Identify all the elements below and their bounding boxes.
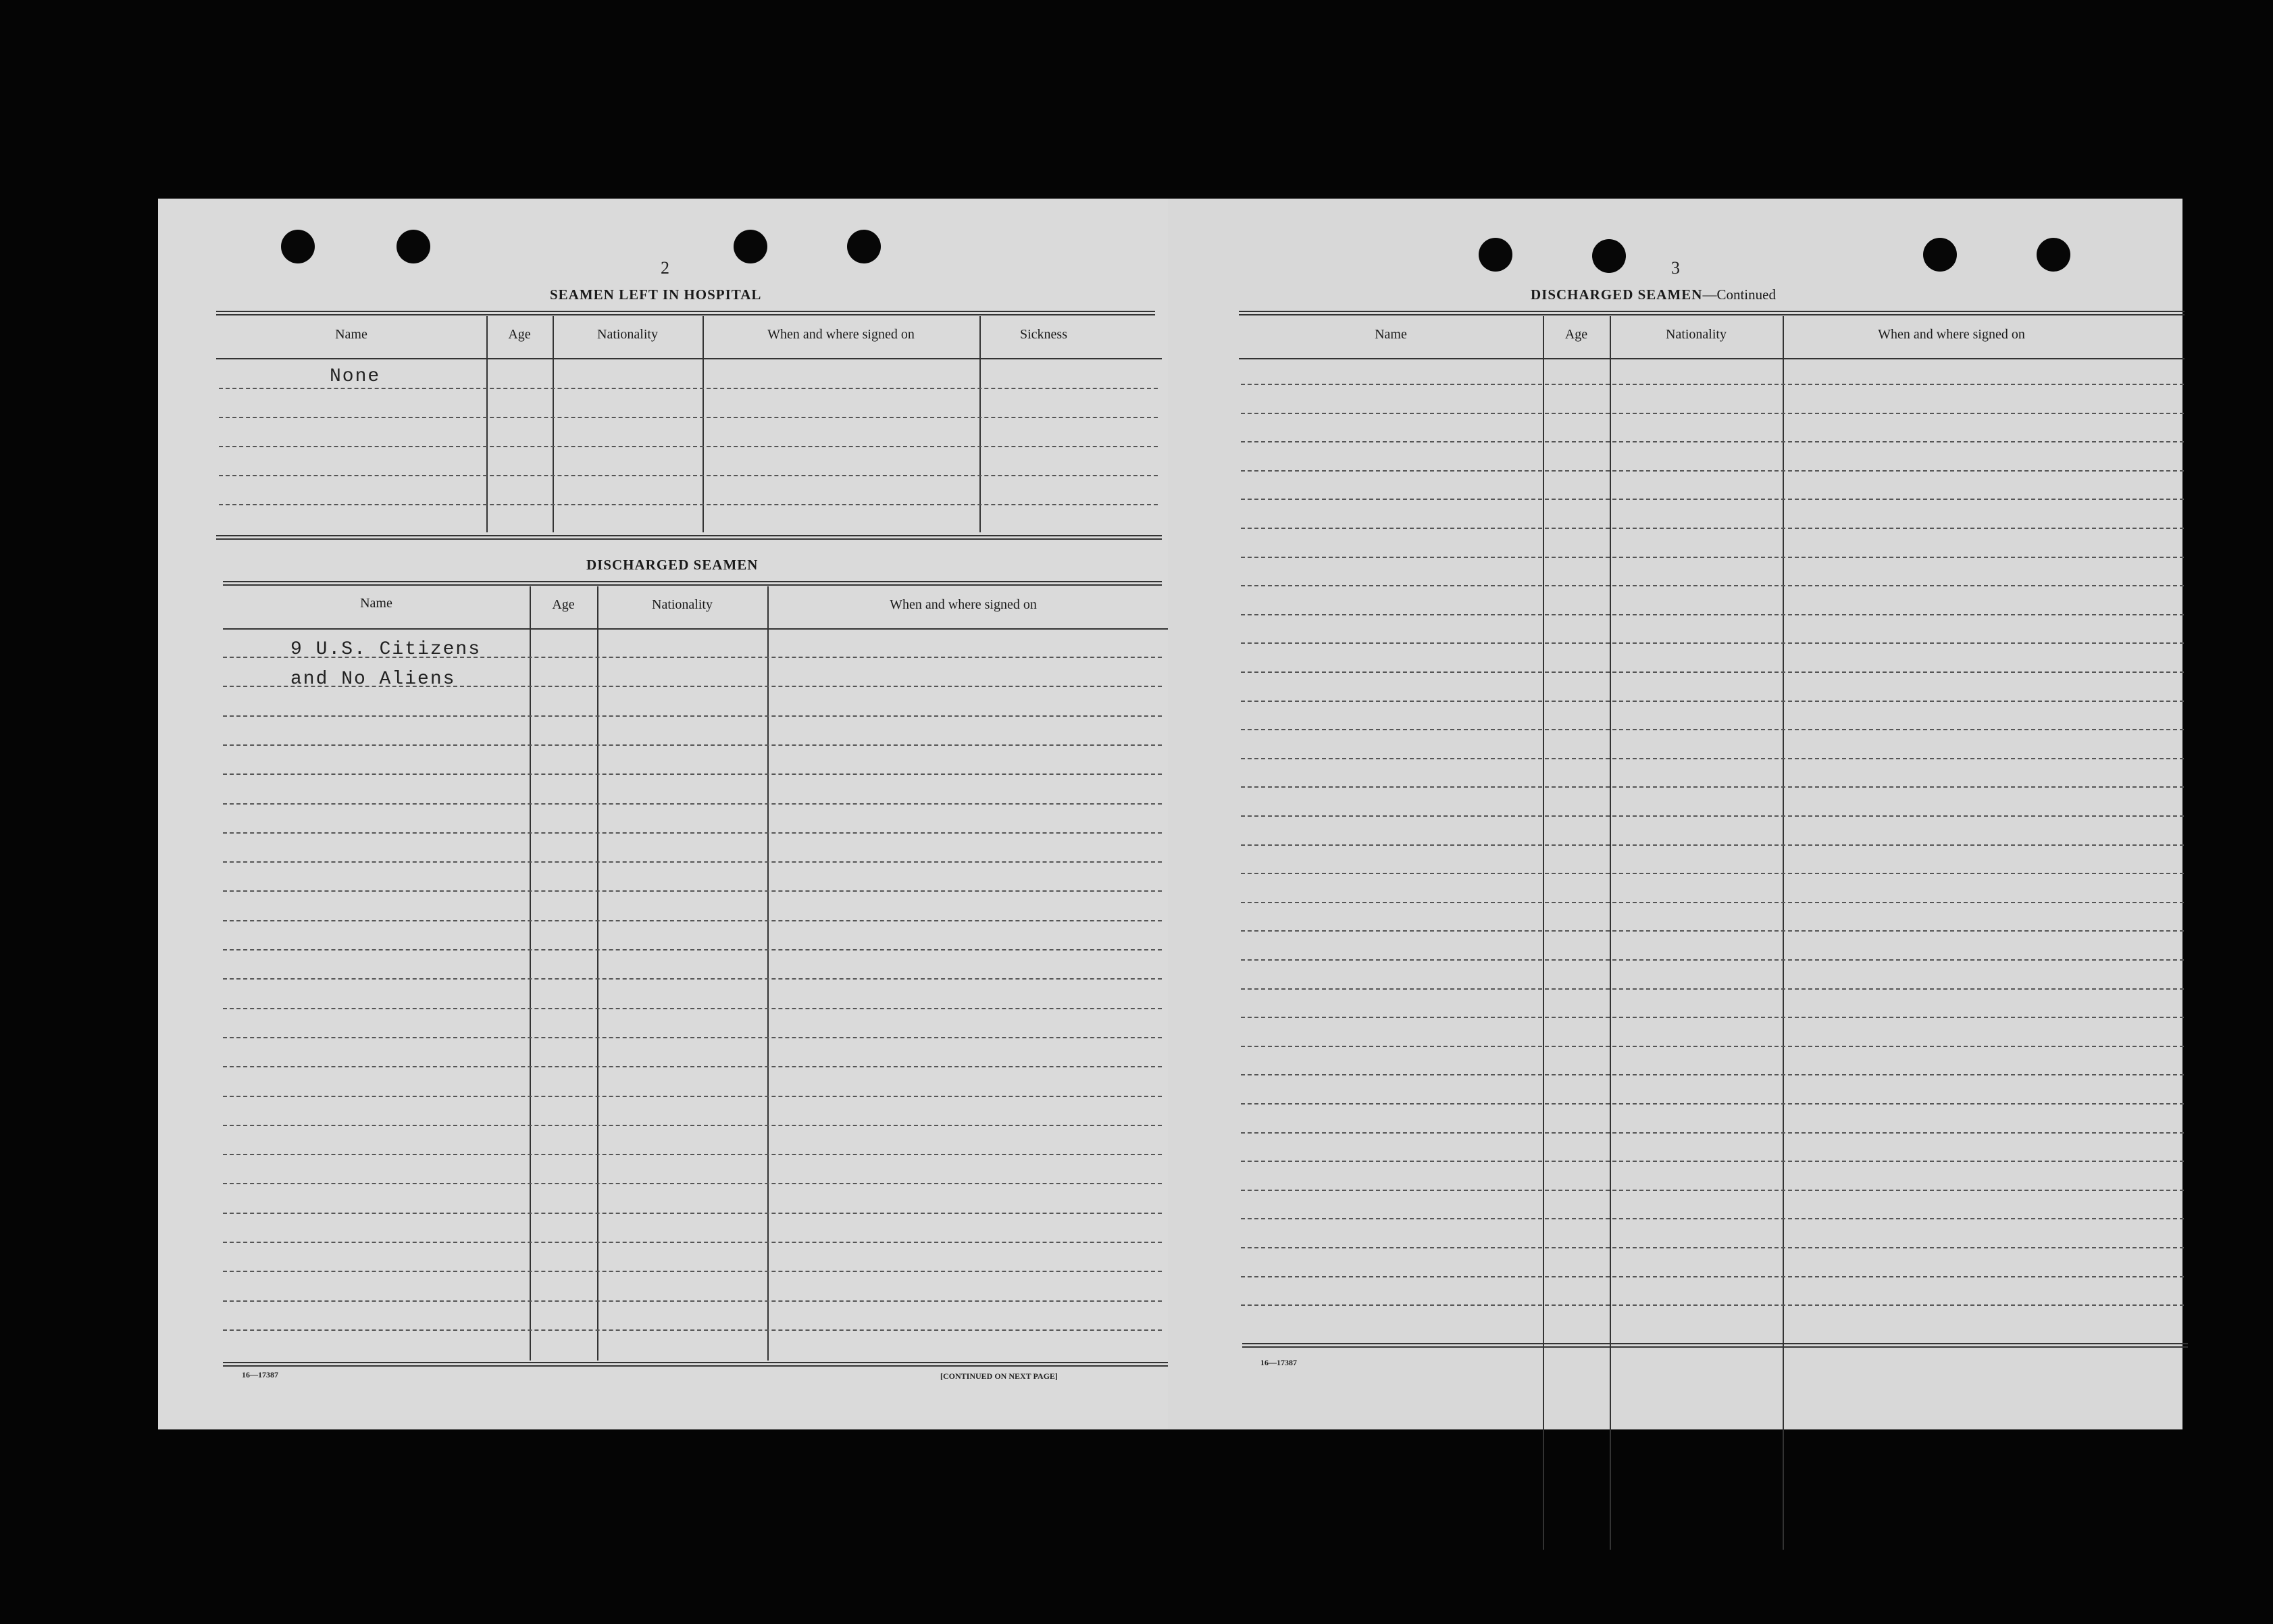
hospital-section-title: SEAMEN LEFT IN HOSPITAL — [550, 286, 762, 303]
punch-hole — [1592, 239, 1626, 273]
ruled-line — [1241, 959, 2184, 961]
ruled-line — [223, 1183, 1162, 1184]
hospital-entry: None — [330, 366, 381, 387]
ruled-line — [223, 1154, 1162, 1155]
ruled-line — [223, 1096, 1162, 1097]
ruled-line — [219, 446, 1158, 447]
page-number: 2 — [661, 258, 669, 278]
ruled-line — [1241, 930, 2184, 932]
ruled-line — [1241, 1190, 2184, 1191]
ruled-line — [1241, 873, 2184, 874]
ruled-line — [1241, 557, 2184, 558]
ruled-line — [1241, 1017, 2184, 1018]
header-rule — [223, 628, 1169, 630]
ruled-line — [223, 686, 1162, 687]
title-text: DISCHARGED SEAMEN — [1531, 286, 1703, 303]
column-header-name: Name — [335, 327, 367, 342]
ruled-line — [223, 949, 1162, 950]
ruled-line — [1241, 729, 2184, 730]
discharged-entry: and No Aliens — [290, 669, 456, 690]
ruled-line — [1241, 614, 2184, 615]
header-rule — [1239, 358, 2185, 359]
ruled-line — [223, 1008, 1162, 1009]
column-header-sickness: Sickness — [1020, 327, 1067, 342]
ruled-line — [1241, 1276, 2184, 1277]
discharged-section-title: DISCHARGED SEAMEN — [586, 557, 759, 573]
ruled-line — [1241, 1161, 2184, 1162]
punch-hole — [2037, 238, 2070, 272]
ruled-line — [1241, 844, 2184, 846]
table-bottom-rule — [1242, 1343, 2188, 1348]
discharged-continued-title — [1531, 286, 1776, 303]
punch-hole — [397, 230, 430, 263]
ruled-line — [223, 1242, 1162, 1243]
ruled-line — [223, 773, 1162, 775]
title-suffix: —Continued — [1702, 286, 1776, 303]
ruled-line — [1241, 642, 2184, 644]
ruled-line — [223, 1271, 1162, 1272]
ruled-line — [1241, 528, 2184, 529]
ruled-line — [219, 388, 1158, 389]
ruled-line — [1241, 758, 2184, 759]
ruled-line — [223, 1125, 1162, 1126]
column-divider — [767, 586, 769, 1361]
ruled-line — [219, 504, 1158, 505]
ruled-line — [223, 978, 1162, 980]
table-top-rule — [223, 581, 1162, 586]
column-divider — [1783, 316, 1784, 1550]
ruled-line — [223, 1213, 1162, 1214]
ruled-line — [1241, 988, 2184, 990]
ruled-line — [1241, 701, 2184, 702]
column-header-age: Age — [508, 327, 531, 342]
ruled-line — [1241, 786, 2184, 788]
punch-hole — [1923, 238, 1957, 272]
form-number: 16—17387 — [242, 1370, 278, 1379]
ruled-line — [1241, 1074, 2184, 1075]
column-header-age: Age — [552, 597, 575, 612]
punch-hole — [734, 230, 767, 263]
table-top-rule — [216, 311, 1155, 315]
ruled-line — [1241, 499, 2184, 500]
column-header-age: Age — [1564, 327, 1588, 342]
column-header-nationality: Nationality — [1666, 327, 1727, 342]
ruled-line — [1241, 1304, 2184, 1306]
ruled-line — [223, 890, 1162, 892]
right-page — [1168, 199, 2182, 1429]
ruled-line — [223, 1037, 1162, 1038]
punch-hole — [847, 230, 881, 263]
left-page — [158, 199, 1169, 1429]
column-header-signed-on: When and where signed on — [767, 327, 915, 342]
ruled-line — [1241, 1103, 2184, 1105]
table-bottom-rule — [223, 1362, 1169, 1367]
page-number: 3 — [1671, 258, 1680, 278]
ruled-line — [1241, 413, 2184, 414]
column-header-signed-on: When and where signed on — [890, 597, 1037, 612]
header-rule — [216, 358, 1162, 359]
column-header-name: Name — [1375, 327, 1407, 342]
punch-hole — [1479, 238, 1512, 272]
ruled-line — [223, 803, 1162, 805]
ruled-line — [1241, 1247, 2184, 1248]
column-divider — [1610, 316, 1611, 1550]
ruled-line — [1241, 815, 2184, 817]
continued-note: [CONTINUED ON NEXT PAGE] — [940, 1371, 1058, 1381]
ruled-line — [1241, 384, 2184, 385]
column-header-name: Name — [360, 596, 392, 611]
ruled-line — [223, 861, 1162, 863]
column-divider — [1543, 316, 1544, 1550]
column-header-nationality: Nationality — [597, 327, 658, 342]
column-divider — [597, 586, 598, 1361]
punch-hole — [281, 230, 315, 263]
ruled-line — [1241, 1218, 2184, 1219]
ruled-line — [1241, 585, 2184, 586]
ruled-line — [1241, 1132, 2184, 1134]
column-divider — [703, 316, 704, 532]
ruled-line — [1241, 1046, 2184, 1047]
ruled-line — [1241, 441, 2184, 442]
ruled-line — [1241, 902, 2184, 903]
ruled-line — [223, 1300, 1162, 1302]
column-header-signed-on: When and where signed on — [1878, 327, 2025, 342]
table-top-rule — [1239, 311, 2185, 315]
ruled-line — [223, 657, 1162, 658]
ruled-line — [219, 475, 1158, 476]
column-header-nationality: Nationality — [652, 597, 713, 612]
ruled-line — [223, 832, 1162, 834]
ruled-line — [223, 920, 1162, 921]
ruled-line — [223, 1329, 1162, 1331]
column-divider — [530, 586, 531, 1361]
ruled-line — [223, 1066, 1162, 1067]
ruled-line — [223, 715, 1162, 717]
ruled-line — [223, 744, 1162, 746]
ruled-line — [1241, 671, 2184, 673]
discharged-entry: 9 U.S. Citizens — [290, 639, 482, 660]
column-divider — [486, 316, 488, 532]
column-divider — [553, 316, 554, 532]
column-divider — [979, 316, 981, 532]
table-bottom-rule — [216, 535, 1162, 540]
ruled-line — [1241, 470, 2184, 472]
ruled-line — [219, 417, 1158, 418]
form-number: 16—17387 — [1260, 1358, 1297, 1367]
